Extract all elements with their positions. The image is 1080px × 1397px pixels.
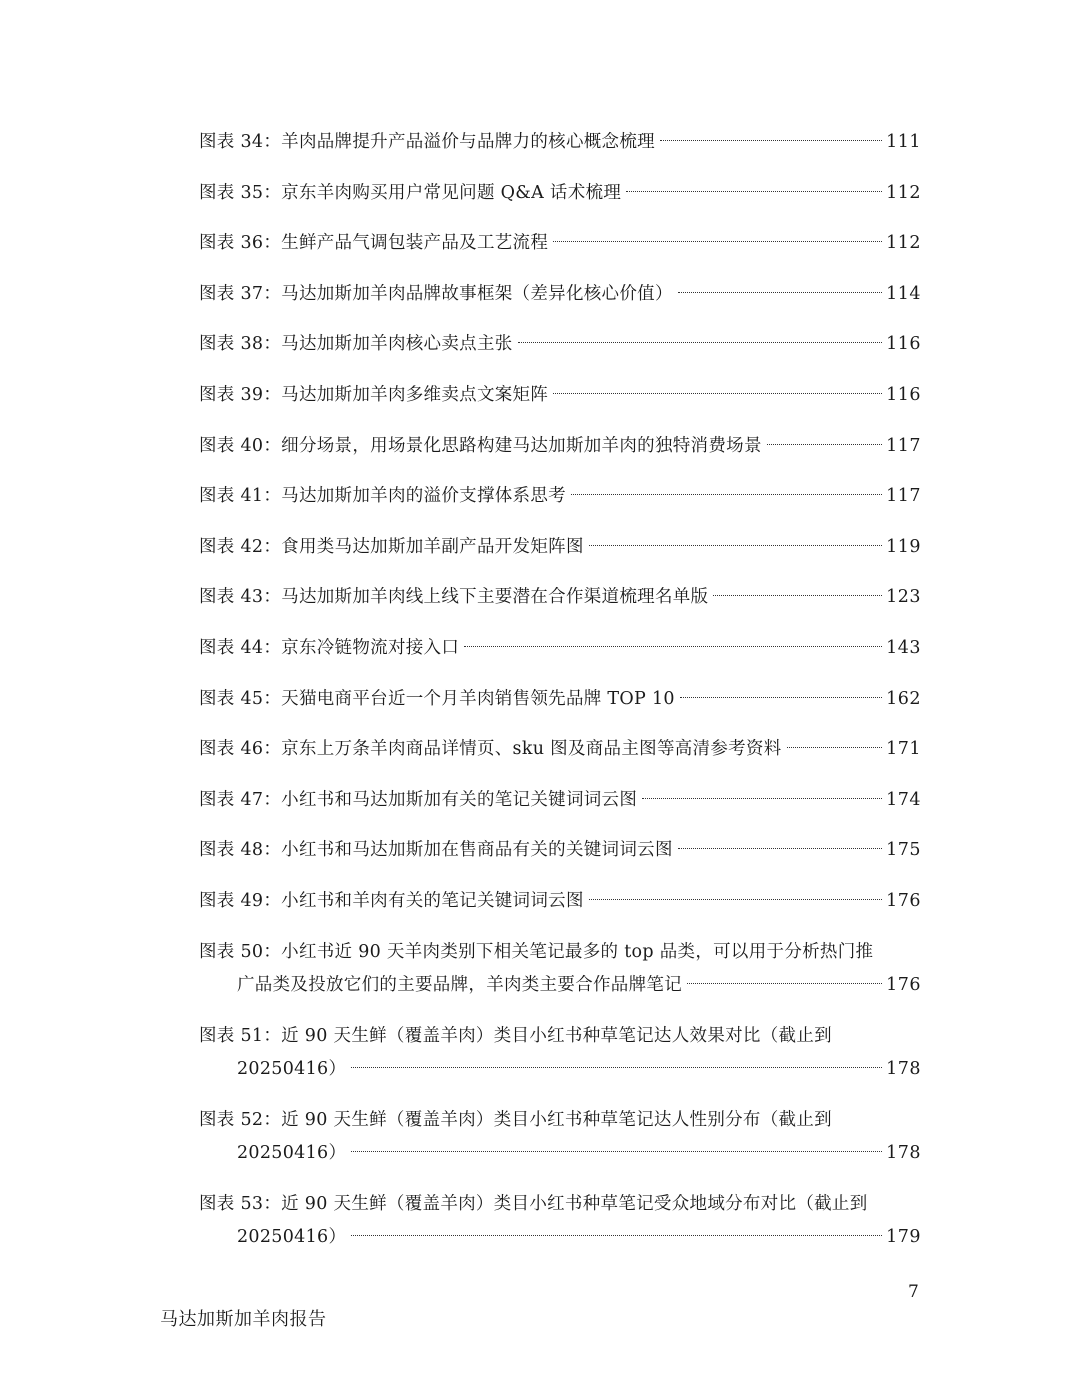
toc-entry[interactable]: [199, 177, 921, 228]
toc-entry-label: 图表 42：: [199, 536, 282, 557]
toc-entry-page: 176: [886, 890, 921, 911]
toc-entry-title: 京东冷链物流对接入口: [281, 637, 460, 658]
footer-report-title: 马达加斯加羊肉报告: [160, 1309, 327, 1330]
toc-entry-title: 马达加斯加羊肉的溢价支撑体系思考: [281, 486, 566, 507]
toc-entry-label: 图表 52：: [199, 1109, 282, 1130]
toc-entry-page: 112: [886, 182, 921, 203]
toc-entry-title: 小红书和马达加斯加在售商品有关的关键词词云图: [281, 840, 673, 861]
toc-entry-title: 食用类马达加斯加羊副产品开发矩阵图: [281, 536, 584, 557]
toc-entry-page: 179: [886, 1227, 921, 1247]
dot-leader: [713, 595, 882, 596]
toc-entry-title: 细分场景，用场景化思路构建马达加斯加羊肉的独特消费场景: [281, 435, 762, 456]
toc-entry[interactable]: [199, 1020, 921, 1104]
toc-entry[interactable]: [199, 885, 921, 936]
dot-leader: [626, 191, 882, 192]
toc-entry-page: 174: [886, 789, 921, 810]
toc-entry-title: 小红书和马达加斯加有关的笔记关键词词云图: [281, 789, 638, 810]
toc-entry[interactable]: [199, 936, 921, 1020]
toc-entry-label: 图表 38：: [199, 334, 282, 355]
toc-entry[interactable]: [199, 834, 921, 885]
dot-leader: [553, 241, 882, 242]
toc-entry-title: 近 90 天生鲜（覆盖羊肉）类目小红书种草笔记达人效果对比（截止到: [281, 1025, 832, 1046]
toc-entry-label: 图表 36：: [199, 233, 282, 254]
toc-entry-label: 图表 49：: [199, 890, 282, 911]
toc-entry[interactable]: [199, 1104, 921, 1188]
toc-entry[interactable]: [199, 328, 921, 379]
toc-entry-title-continuation: 20250416）: [237, 1227, 347, 1247]
dot-leader: [351, 1067, 882, 1068]
toc-entry[interactable]: [199, 480, 921, 531]
toc-entry[interactable]: [199, 430, 921, 481]
toc-entry[interactable]: [199, 379, 921, 430]
toc-entry-page: 162: [886, 688, 921, 709]
toc-entry-label: 图表 44：: [199, 637, 282, 658]
toc-entry-page: 117: [886, 435, 921, 456]
toc-entry[interactable]: [199, 1188, 921, 1272]
dot-leader: [678, 848, 882, 849]
toc-entry[interactable]: [199, 632, 921, 683]
toc-entry-title: 羊肉品牌提升产品溢价与品牌力的核心概念梳理: [281, 132, 655, 152]
toc-entry-title: 生鲜产品气调包装产品及工艺流程: [281, 233, 549, 254]
toc-entry-title: 马达加斯加羊肉线上线下主要潜在合作渠道梳理名单版: [281, 587, 709, 608]
dot-leader: [571, 494, 882, 495]
toc-entry-label: 图表 43：: [199, 587, 282, 608]
table-of-figures: [199, 126, 921, 1272]
toc-entry-page: 178: [886, 1059, 921, 1079]
toc-entry[interactable]: [199, 531, 921, 582]
toc-entry-title: 近 90 天生鲜（覆盖羊肉）类目小红书种草笔记受众地域分布对比（截止到: [281, 1193, 868, 1214]
toc-entry[interactable]: [199, 683, 921, 734]
toc-entry-label: 图表 34：: [199, 132, 282, 152]
toc-entry-title: 京东上万条羊肉商品详情页、sku 图及商品主图等高清参考资料: [281, 739, 782, 760]
toc-entry-title: 马达加斯加羊肉核心卖点主张: [281, 334, 513, 355]
toc-entry-label: 图表 35：: [199, 182, 282, 203]
toc-entry-label: 图表 47：: [199, 789, 282, 810]
toc-entry-page: 143: [886, 637, 921, 658]
toc-entry-page: 119: [886, 536, 921, 557]
page-number: 7: [908, 1282, 919, 1302]
dot-leader: [680, 697, 882, 698]
toc-entry-label: 图表 48：: [199, 840, 282, 861]
dot-leader: [687, 983, 882, 984]
toc-entry[interactable]: [199, 733, 921, 784]
toc-entry-page: 117: [886, 486, 921, 507]
dot-leader: [660, 140, 882, 141]
toc-entry-title-continuation: 20250416）: [237, 1143, 347, 1163]
toc-entry-title-continuation: 20250416）: [237, 1059, 347, 1079]
dot-leader: [642, 798, 882, 799]
toc-entry[interactable]: [199, 278, 921, 329]
toc-entry-label: 图表 46：: [199, 739, 282, 760]
toc-entry-title: 小红书近 90 天羊肉类别下相关笔记最多的 top 品类，可以用于分析热门推: [281, 941, 874, 962]
dot-leader: [518, 342, 883, 343]
dot-leader: [351, 1235, 882, 1236]
dot-leader: [767, 444, 882, 445]
toc-entry-label: 图表 50：: [199, 941, 282, 962]
toc-entry-title: 京东羊肉购买用户常见问题 Q&A 话术梳理: [281, 182, 622, 203]
dot-leader: [589, 545, 882, 546]
toc-entry-title: 马达加斯加羊肉品牌故事框架（差异化核心价值）: [281, 283, 673, 304]
toc-entry[interactable]: [199, 784, 921, 835]
toc-entry-page: 116: [886, 334, 921, 355]
toc-entry-label: 图表 51：: [199, 1025, 282, 1046]
toc-entry-title: 马达加斯加羊肉多维卖点文案矩阵: [281, 384, 549, 405]
dot-leader: [589, 899, 882, 900]
toc-entry-page: 171: [886, 739, 921, 760]
toc-entry-label: 图表 45：: [199, 688, 282, 709]
toc-entry-label: 图表 41：: [199, 486, 282, 507]
toc-entry-page: 176: [886, 975, 921, 995]
toc-entry-page: 175: [886, 840, 921, 861]
toc-entry-page: 123: [886, 587, 921, 608]
toc-entry-label: 图表 40：: [199, 435, 282, 456]
dot-leader: [787, 747, 883, 748]
toc-entry[interactable]: [199, 227, 921, 278]
toc-entry-page: 178: [886, 1143, 921, 1163]
toc-entry[interactable]: [199, 126, 921, 177]
toc-entry-page: 111: [886, 132, 921, 152]
dot-leader: [678, 292, 882, 293]
dot-leader: [464, 646, 882, 647]
toc-entry-title: 小红书和羊肉有关的笔记关键词词云图: [281, 890, 584, 911]
toc-entry[interactable]: [199, 581, 921, 632]
toc-entry-page: 112: [886, 233, 921, 254]
dot-leader: [351, 1151, 882, 1152]
toc-entry-page: 114: [886, 283, 921, 304]
toc-entry-label: 图表 37：: [199, 283, 282, 304]
toc-entry-label: 图表 53：: [199, 1193, 282, 1214]
toc-entry-page: 116: [886, 384, 921, 405]
toc-entry-title: 近 90 天生鲜（覆盖羊肉）类目小红书种草笔记达人性别分布（截止到: [281, 1109, 832, 1130]
toc-entry-label: 图表 39：: [199, 384, 282, 405]
dot-leader: [553, 393, 882, 394]
toc-entry-title-continuation: 广品类及投放它们的主要品牌，羊肉类主要合作品牌笔记: [237, 975, 682, 995]
toc-entry-title: 天猫电商平台近一个月羊肉销售领先品牌 TOP 10: [281, 688, 675, 709]
